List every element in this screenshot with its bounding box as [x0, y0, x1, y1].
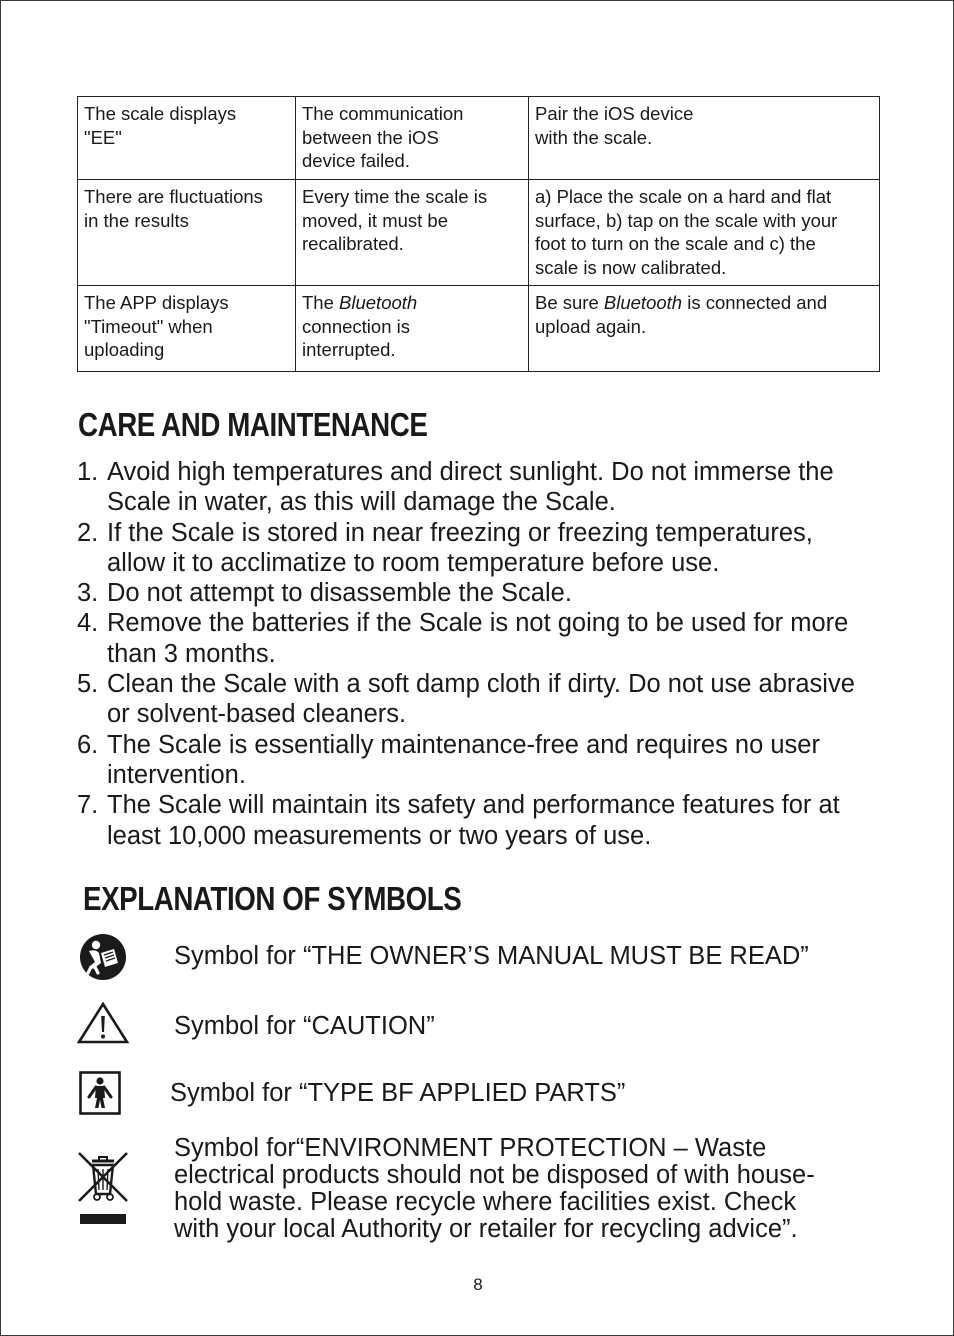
cause-cell — [296, 286, 529, 372]
weee-crossed-bin-icon — [75, 1147, 131, 1227]
cause-cell — [296, 180, 529, 286]
item-number: 3. — [77, 579, 99, 608]
cell-line: The scale displays — [84, 103, 237, 124]
list-item — [77, 790, 877, 851]
bluetooth-italic: Bluetooth — [603, 292, 683, 313]
type-bf-applied-part-icon — [79, 1071, 121, 1115]
caution-triangle-icon — [76, 1001, 130, 1045]
cell-text: Be sure — [535, 292, 604, 313]
cell-line: foot to turn on the scale and c) the — [535, 233, 816, 254]
bluetooth-italic: Bluetooth — [339, 292, 418, 313]
symbol-type-bf-text: Symbol for “TYPE BF APPLIED PARTS” — [170, 1079, 626, 1107]
cell-line: with the scale. — [535, 126, 653, 148]
read-manual-icon — [79, 933, 127, 981]
cause-cell — [296, 97, 529, 180]
cell-line: device failed. — [302, 150, 410, 171]
explanation-symbols-heading: EXPLANATION OF SYMBOLS — [83, 880, 462, 917]
item-number: 5. — [77, 670, 99, 699]
item-text: Do not attempt to disassemble the Scale. — [107, 579, 572, 608]
cell-text: The — [302, 292, 340, 313]
cell-line: Every time the scale is — [302, 186, 488, 207]
problem-cell — [78, 286, 296, 372]
item-number: 1. — [77, 458, 99, 486]
solution-cell — [529, 97, 880, 180]
symbol-environment-line: electrical products should not be disposed of with house- — [174, 1161, 815, 1189]
item-text: Avoid high temperatures and direct sunlight. Do not immerse the Scale in water, as this will damage the Scale. — [107, 458, 834, 517]
cell-line: upload again. — [535, 315, 647, 337]
cell-line — [535, 291, 873, 315]
cell-line: There are fluctuations — [84, 186, 263, 207]
cell-line: recalibrated. — [302, 233, 404, 254]
table-row — [78, 286, 880, 372]
symbol-environment-line: hold waste. Please recycle where facilities exist. Check — [174, 1188, 797, 1216]
cell-line: scale is now calibrated. — [535, 256, 727, 278]
cell-line: Pair the iOS device — [535, 103, 694, 124]
troubleshooting-table — [77, 96, 880, 372]
cell-line: a) Place the scale on a hard and flat — [535, 186, 832, 207]
item-number: 2. — [77, 518, 99, 547]
cell-line — [302, 291, 522, 315]
list-item — [77, 457, 877, 518]
cell-line: "Timeout" when — [84, 315, 213, 337]
cell-line: uploading — [84, 339, 165, 360]
list-item — [77, 578, 877, 608]
cell-line: The communication — [302, 103, 464, 124]
symbol-environment-line: Symbol for“ENVIRONMENT PROTECTION – Waste — [174, 1134, 767, 1162]
list-item — [77, 730, 877, 791]
symbol-read-manual-text: Symbol for “THE OWNER’S MANUAL MUST BE READ” — [174, 942, 809, 970]
symbol-caution-text: Symbol for “CAUTION” — [174, 1012, 435, 1040]
solution-cell — [529, 180, 880, 286]
cell-text: is connected and — [682, 292, 828, 313]
care-maintenance-heading: CARE AND MAINTENANCE — [78, 406, 428, 443]
cell-line: surface, b) tap on the scale with your — [535, 209, 838, 231]
item-number: 6. — [77, 730, 99, 759]
solution-cell — [529, 286, 880, 372]
page-number: 8 — [473, 1275, 483, 1294]
problem-cell — [78, 180, 296, 286]
problem-cell — [78, 97, 296, 180]
cell-line: moved, it must be — [302, 209, 449, 231]
list-item — [77, 518, 877, 579]
table-row — [78, 180, 880, 286]
item-number: 7. — [77, 791, 99, 820]
cell-line: interrupted. — [302, 339, 396, 360]
list-item — [77, 608, 877, 669]
table-row — [78, 97, 880, 180]
symbol-environment-line: with your local Authority or retailer for recycling advice”. — [174, 1215, 798, 1243]
item-text: Remove the batteries if the Scale is not going to be used for more than 3 months. — [107, 609, 849, 668]
item-number: 4. — [77, 609, 99, 638]
cell-line: connection is — [302, 315, 410, 337]
item-text: The Scale will maintain its safety and performance features for at least 10,000 measurements or two years of use. — [107, 791, 840, 850]
item-text: If the Scale is stored in near freezing or freezing temperatures, allow it to acclimatize to room temperature before use. — [107, 518, 813, 577]
cell-line: "EE" — [84, 126, 122, 148]
cell-line: in the results — [84, 209, 189, 231]
list-item — [77, 669, 877, 730]
symbol-environment-text — [174, 1135, 815, 1243]
care-maintenance-list — [77, 457, 877, 851]
cell-line: between the iOS — [302, 126, 439, 148]
item-text: The Scale is essentially maintenance-free and requires no user intervention. — [107, 730, 820, 789]
item-text: Clean the Scale with a soft damp cloth if dirty. Do not use abrasive or solvent-based cleaners. — [107, 670, 855, 729]
cell-line: The APP displays — [84, 292, 229, 313]
